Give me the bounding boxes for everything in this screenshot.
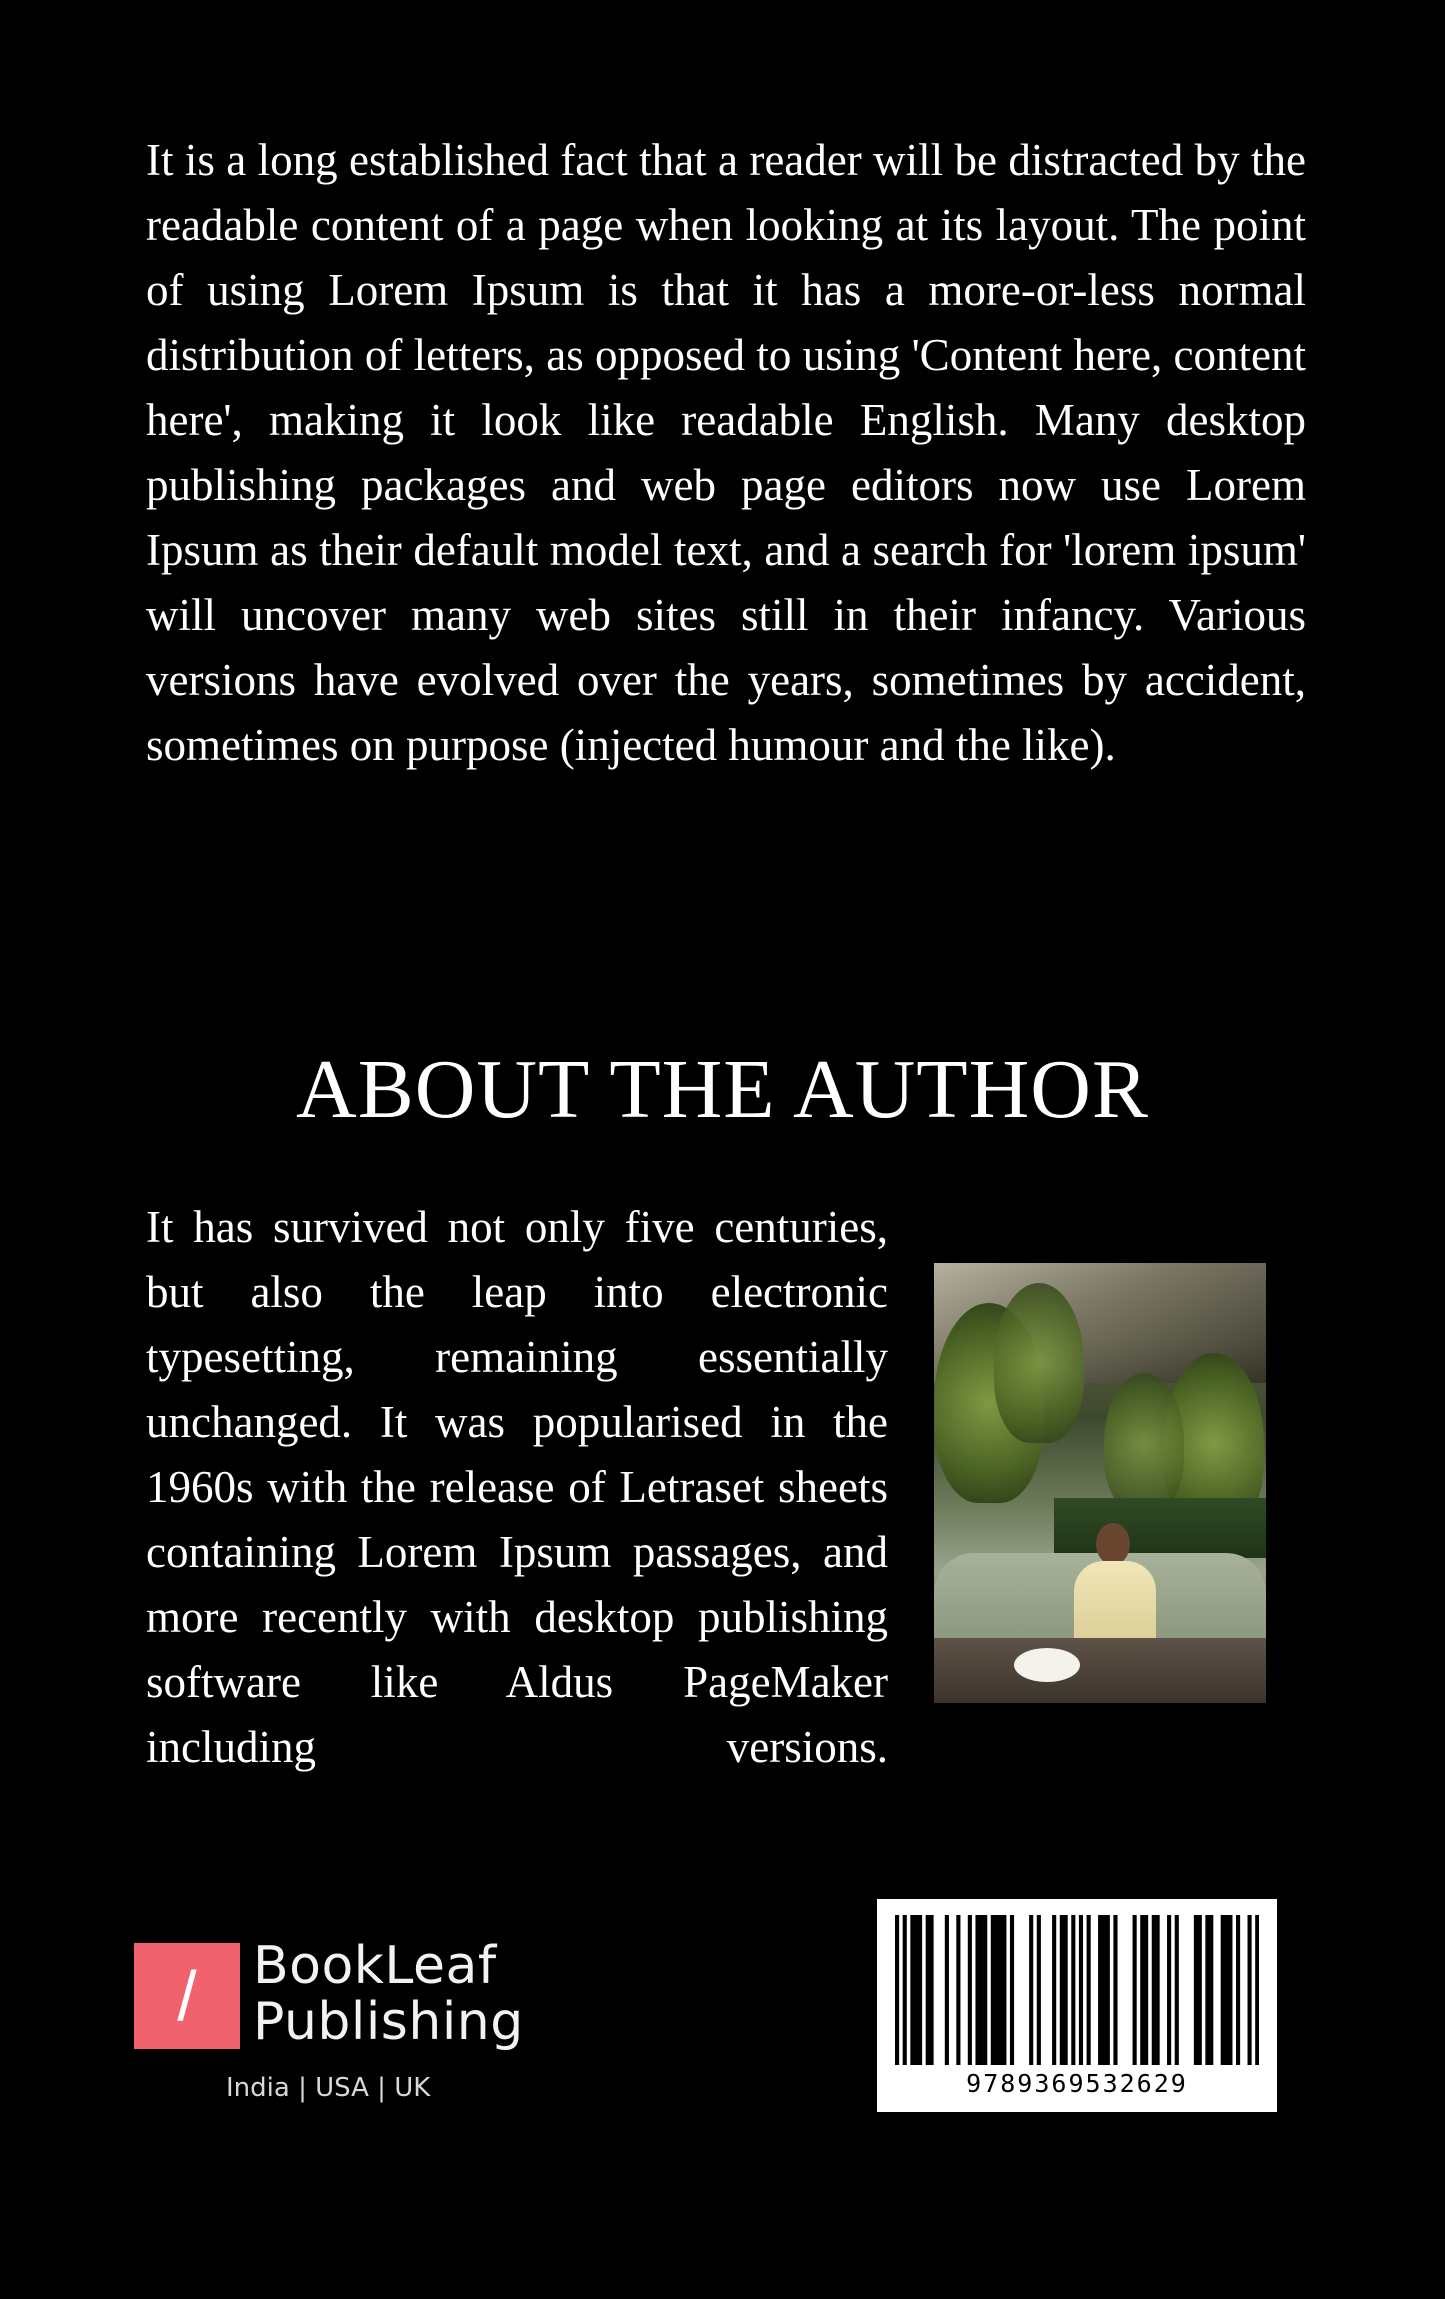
barcode-bar xyxy=(910,1915,914,2065)
publisher-regions: India | USA | UK xyxy=(226,2073,431,2103)
barcode-bar xyxy=(903,1915,907,2065)
barcode-bar xyxy=(1052,1915,1056,2065)
isbn-barcode xyxy=(877,1899,1277,2112)
barcode-bar xyxy=(968,1915,972,2065)
logo-mark xyxy=(134,1943,240,2049)
barcode-bar xyxy=(956,1915,960,2065)
isbn-number: 9789369532629 xyxy=(966,2069,1188,2098)
barcode-bar xyxy=(991,1915,995,2065)
barcode-bar xyxy=(1087,1915,1091,2065)
barcode-bars xyxy=(895,1915,1259,2065)
barcode-bar xyxy=(983,1915,987,2065)
barcode-bar xyxy=(929,1915,933,2065)
barcode-bar xyxy=(1060,1915,1064,2065)
barcode-bar xyxy=(1029,1915,1033,2065)
barcode-bar xyxy=(1144,1915,1148,2065)
barcode-bar xyxy=(1106,1915,1110,2065)
barcode-bar xyxy=(1221,1915,1225,2065)
barcode-bar xyxy=(1194,1915,1198,2065)
barcode-bar xyxy=(1071,1915,1075,2065)
barcode-bar xyxy=(1175,1915,1179,2065)
barcode-bar xyxy=(914,1915,918,2065)
barcode-bar xyxy=(1255,1915,1259,2065)
logo-slash-icon: / xyxy=(177,1957,197,2035)
barcode-bar xyxy=(1079,1915,1083,2065)
barcode-bar xyxy=(1002,1915,1006,2065)
barcode-bar xyxy=(1156,1915,1160,2065)
barcode-bar xyxy=(1209,1915,1213,2065)
barcode-bar xyxy=(1228,1915,1232,2065)
barcode-bar xyxy=(1205,1915,1209,2065)
barcode-bar xyxy=(1064,1915,1068,2065)
barcode-bar xyxy=(1152,1915,1156,2065)
about-author-heading: ABOUT THE AUTHOR xyxy=(296,1043,1149,1136)
back-cover-blurb: It is a long established fact that a reader will be distracted by the readable content of a page when looking at its layout. The point of using Lorem Ipsum is that it has a more-or-less normal distribution of letters, as opposed to using 'Content here, content here', making it look like readable English. Many desktop publishing packages and web page editors now use Lorem Ipsum as their default model text, and a search for 'lorem ipsum' will uncover many web sites still in their infancy. Various versions have evolved over the years, sometimes by accident, sometimes on purpose (injected humour and the like). xyxy=(146,135,1306,770)
author-photo xyxy=(934,1263,1266,1703)
barcode-bar xyxy=(1198,1915,1202,2065)
barcode-bar xyxy=(995,1915,999,2065)
barcode-bar xyxy=(1102,1915,1106,2065)
barcode-bar xyxy=(895,1915,899,2065)
barcode-bar xyxy=(1167,1915,1171,2065)
barcode-bar xyxy=(979,1915,983,2065)
barcode-bar xyxy=(998,1915,1002,2065)
barcode-bar xyxy=(1248,1915,1252,2065)
barcode-bar xyxy=(1098,1915,1102,2065)
barcode-bar xyxy=(918,1915,922,2065)
barcode-bar xyxy=(975,1915,979,2065)
author-bio: It has survived not only five centuries, but also the leap into electronic typesetting, remaining essentially unchanged. It was popularised in the 1960s with the release of Letraset sheets containing Lorem Ipsum passages, and more recently with desktop publishing software like Aldus PageMaker including versions. xyxy=(146,1202,888,1772)
barcode-bar xyxy=(1140,1915,1144,2065)
barcode-bar xyxy=(1037,1915,1041,2065)
barcode-bar xyxy=(1113,1915,1117,2065)
barcode-bar xyxy=(926,1915,930,2065)
barcode-bar xyxy=(945,1915,949,2065)
publisher-name-line2: Publishing xyxy=(253,1992,524,2052)
barcode-bar xyxy=(1225,1915,1229,2065)
publisher-name-line1: BookLeaf xyxy=(253,1936,497,1996)
publisher-name xyxy=(253,1938,553,2050)
barcode-bar xyxy=(1236,1915,1240,2065)
barcode-bar xyxy=(1010,1915,1014,2065)
barcode-bar xyxy=(1133,1915,1137,2065)
